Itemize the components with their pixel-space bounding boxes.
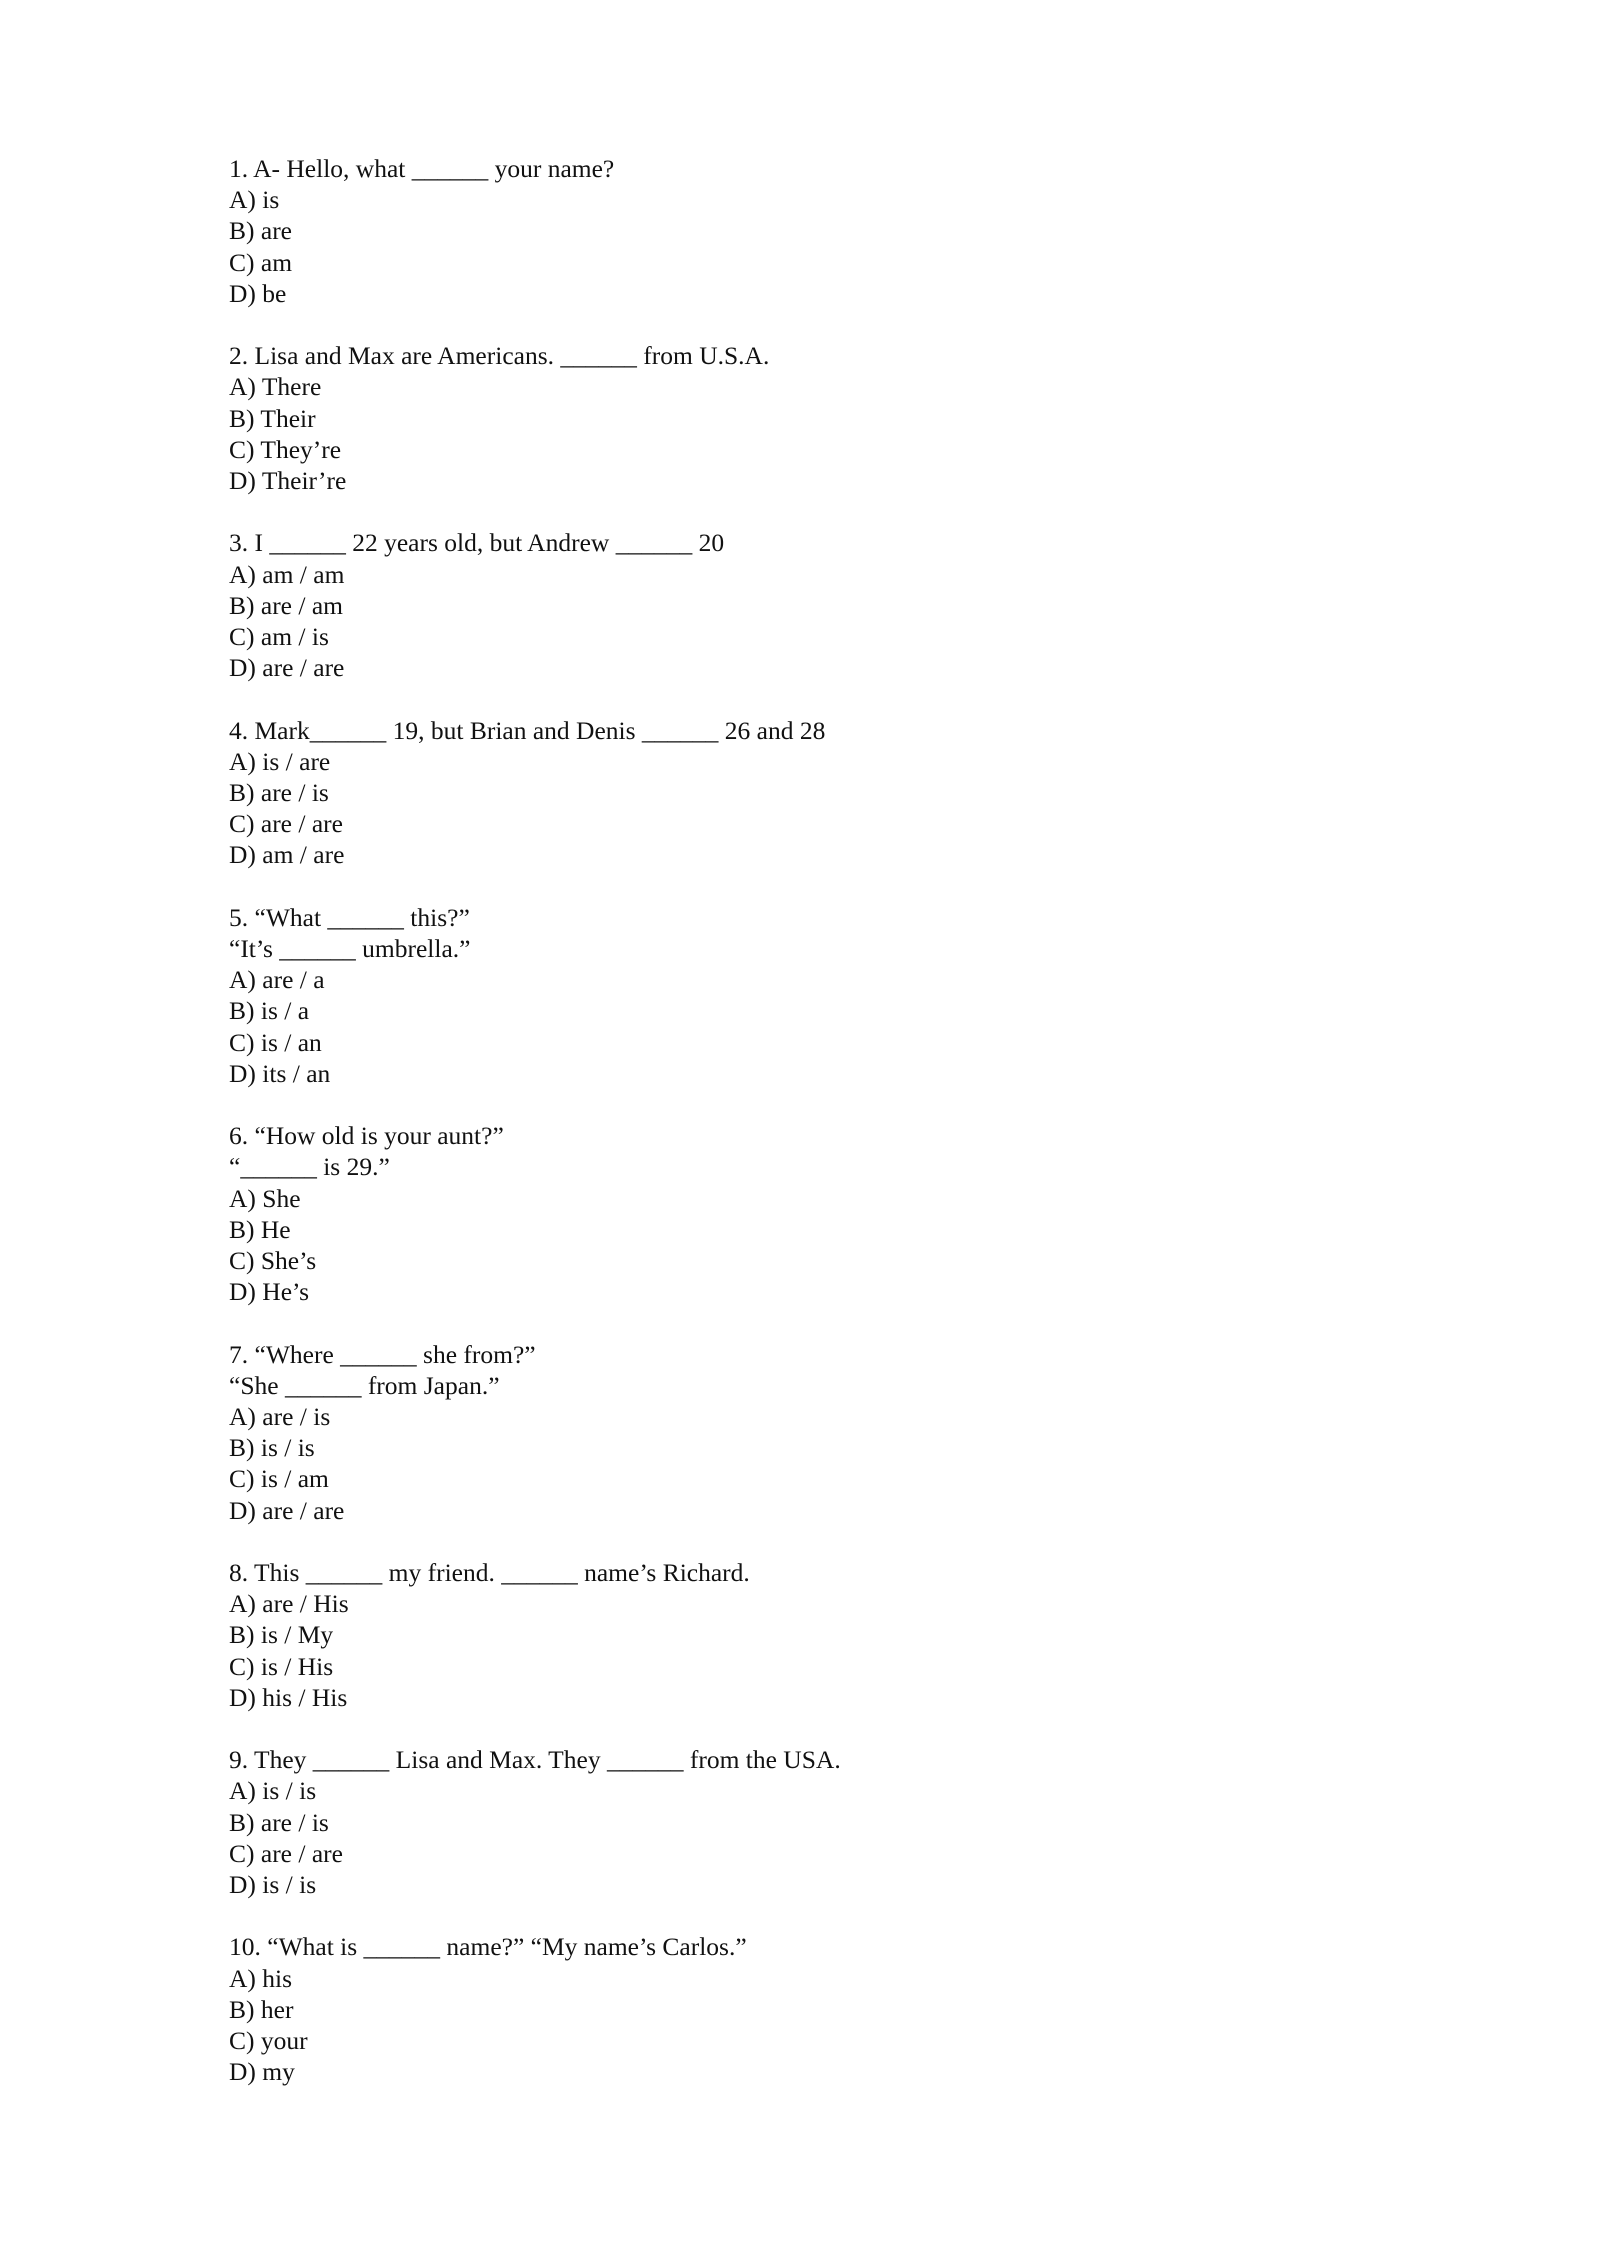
question-prompt: 6. “How old is your aunt?” <box>229 1121 504 1151</box>
answer-option-c: C) They’re <box>229 434 342 464</box>
question-prompt: 3. I ______ 22 years old, but Andrew ______ 20 <box>229 528 725 558</box>
answer-option-c: C) am <box>229 247 293 277</box>
answer-option-b: B) He <box>229 1214 291 1244</box>
question-prompt: 8. This ______ my friend. ______ name’s Richard. <box>229 1558 750 1588</box>
answer-option-a: A) is <box>229 185 280 215</box>
question-prompt-line-2: “It’s ______ umbrella.” <box>229 934 471 964</box>
answer-option-b: B) Their <box>229 403 316 433</box>
answer-option-b: B) is / a <box>229 996 310 1026</box>
question-prompt: 2. Lisa and Max are Americans. ______ from U.S.A. <box>229 341 770 371</box>
answer-option-d: D) are / are <box>229 653 345 683</box>
answer-option-c: C) are / are <box>229 1838 343 1868</box>
answer-option-b: B) are / am <box>229 590 343 620</box>
question-2 <box>229 340 1429 496</box>
question-9 <box>229 1744 1429 1900</box>
question-5 <box>229 902 1429 1089</box>
answer-option-d: D) his / His <box>229 1682 348 1712</box>
question-prompt: 7. “Where ______ she from?” <box>229 1339 536 1369</box>
answer-option-b: B) are <box>229 216 293 246</box>
answer-option-a: A) his <box>229 1963 293 1993</box>
question-3 <box>229 527 1429 683</box>
answer-option-a: A) are / is <box>229 1402 331 1432</box>
answer-option-c: C) is / am <box>229 1464 329 1494</box>
answer-option-a: A) am / am <box>229 559 345 589</box>
question-prompt: 10. “What is ______ name?” “My name’s Carlos.” <box>229 1932 747 1962</box>
question-prompt: 5. “What ______ this?” <box>229 902 470 932</box>
answer-option-a: A) She <box>229 1183 301 1213</box>
answer-option-c: C) is / an <box>229 1027 322 1057</box>
question-7 <box>229 1339 1429 1526</box>
answer-option-c: C) She’s <box>229 1246 317 1276</box>
answer-option-c: C) your <box>229 2026 308 2056</box>
question-prompt: 9. They ______ Lisa and Max. They ______ from the USA. <box>229 1745 841 1775</box>
answer-option-a: A) are / a <box>229 965 325 995</box>
answer-option-a: A) are / His <box>229 1589 349 1619</box>
answer-option-b: B) are / is <box>229 1807 329 1837</box>
answer-option-d: D) Their’re <box>229 466 347 496</box>
answer-option-d: D) is / is <box>229 1870 317 1900</box>
question-8 <box>229 1557 1429 1713</box>
answer-option-d: D) my <box>229 2057 295 2087</box>
question-prompt: 4. Mark______ 19, but Brian and Denis ______ 26 and 28 <box>229 715 826 745</box>
answer-option-b: B) her <box>229 1994 294 2024</box>
answer-option-b: B) is / is <box>229 1433 315 1463</box>
answer-option-d: D) are / are <box>229 1495 345 1525</box>
question-prompt-line-2: “She ______ from Japan.” <box>229 1370 500 1400</box>
answer-option-a: A) is / is <box>229 1776 317 1806</box>
question-prompt: 1. A- Hello, what ______ your name? <box>229 154 615 183</box>
answer-option-d: D) am / are <box>229 840 345 870</box>
answer-option-a: A) There <box>229 372 322 402</box>
answer-option-c: C) are / are <box>229 809 343 839</box>
answer-option-d: D) He’s <box>229 1277 310 1307</box>
question-10 <box>229 1931 1429 2087</box>
answer-option-c: C) is / His <box>229 1651 334 1681</box>
question-6 <box>229 1120 1429 1307</box>
answer-option-d: D) its / an <box>229 1058 331 1088</box>
answer-option-b: B) are / is <box>229 778 329 808</box>
question-4 <box>229 715 1429 871</box>
question-1 <box>229 153 1429 309</box>
answer-option-c: C) am / is <box>229 622 329 652</box>
answer-option-d: D) be <box>229 278 287 308</box>
quiz-document <box>229 153 1429 2119</box>
question-prompt-line-2: “______ is 29.” <box>229 1152 390 1182</box>
answer-option-b: B) is / My <box>229 1620 334 1650</box>
answer-option-a: A) is / are <box>229 746 331 776</box>
